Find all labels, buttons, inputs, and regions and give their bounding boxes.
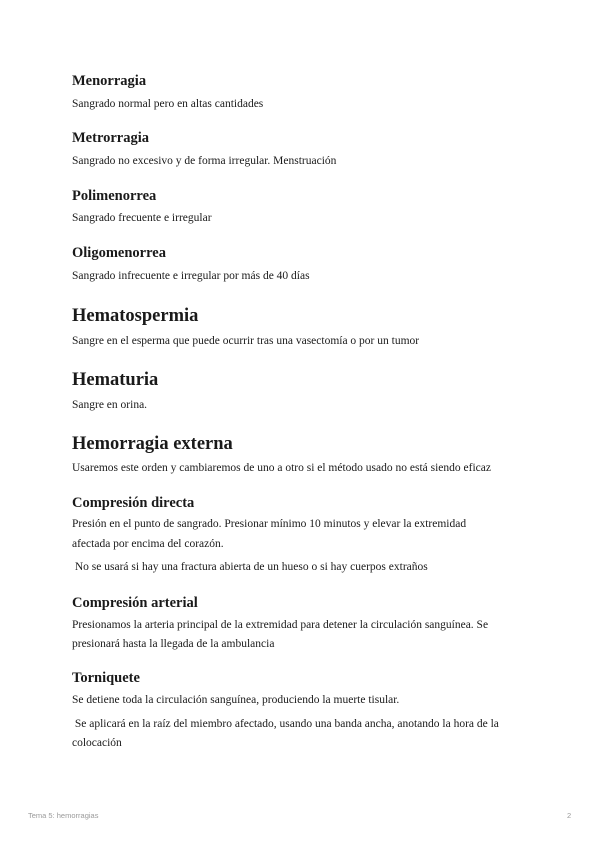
heading-torniquete: Torniquete bbox=[72, 670, 140, 686]
footer-document-title: Tema 5: hemorragias bbox=[28, 811, 99, 820]
paragraph-compresion-directa-line-2: afectada por encima del corazón. bbox=[72, 538, 224, 550]
paragraph-torniquete-line-2: colocación bbox=[72, 737, 122, 749]
paragraph-compresion-arterial-line-2: presionará hasta la llegada de la ambulancia bbox=[72, 638, 275, 650]
heading-oligomenorrea: Oligomenorrea bbox=[72, 245, 166, 261]
heading-compresion-arterial: Compresión arterial bbox=[72, 595, 198, 611]
paragraph-metrorragia: Sangrado no excesivo y de forma irregular. Menstruación bbox=[72, 155, 337, 167]
paragraph-hematospermia: Sangre en el esperma que puede ocurrir tras una vasectomía o por un tumor bbox=[72, 335, 420, 347]
footer-page-number: 2 bbox=[567, 811, 572, 820]
heading-hematospermia: Hematospermia bbox=[72, 306, 199, 326]
paragraph-compresion-arterial-line-1: Presionamos la arteria principal de la extremidad para detener la circulación sanguínea. Se bbox=[72, 619, 489, 631]
heading-menorragia: Menorragia bbox=[72, 73, 147, 89]
paragraph-menorragia: Sangrado normal pero en altas cantidades bbox=[72, 98, 264, 110]
heading-hemorragia-externa: Hemorragia externa bbox=[72, 434, 233, 454]
heading-polimenorrea: Polimenorrea bbox=[72, 188, 157, 204]
paragraph-torniquete-line-1: Se aplicará en la raíz del miembro afectado, usando una banda ancha, anotando la hora de la bbox=[72, 718, 499, 730]
note-compresion-directa: No se usará si hay una fractura abierta de un hueso o si hay cuerpos extraños bbox=[72, 561, 428, 573]
paragraph-torniquete: Se detiene toda la circulación sanguínea, produciendo la muerte tisular. bbox=[72, 694, 400, 706]
paragraph-polimenorrea: Sangrado frecuente e irregular bbox=[72, 212, 212, 224]
paragraph-compresion-directa-line-1: Presión en el punto de sangrado. Presionar mínimo 10 minutos y elevar la extremidad bbox=[72, 518, 467, 530]
heading-metrorragia: Metrorragia bbox=[72, 130, 150, 146]
heading-hematuria: Hematuria bbox=[72, 370, 159, 390]
paragraph-hematuria: Sangre en orina. bbox=[72, 399, 148, 411]
paragraph-oligomenorrea: Sangrado infrecuente e irregular por más de 40 días bbox=[72, 270, 310, 282]
paragraph-hemorragia-externa: Usaremos este orden y cambiaremos de uno a otro si el método usado no está siendo eficaz bbox=[72, 462, 491, 474]
heading-compresion-directa: Compresión directa bbox=[72, 495, 195, 511]
